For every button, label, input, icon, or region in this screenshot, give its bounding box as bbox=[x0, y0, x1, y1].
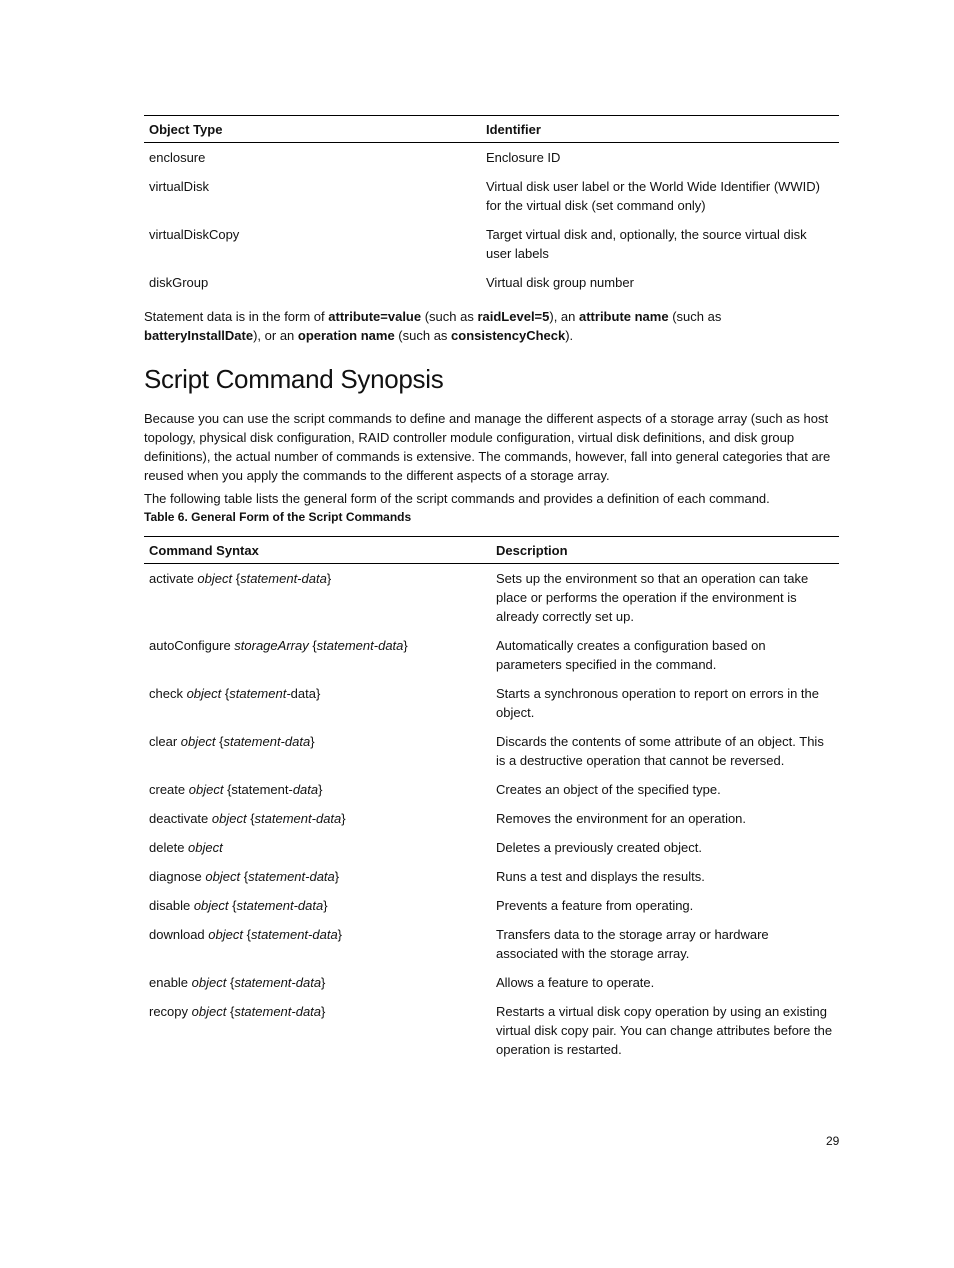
syntax-text: enable bbox=[149, 975, 192, 990]
description-cell: Sets up the environment so that an operation can take place or performs the operation if the environment is already correctly set up. bbox=[496, 571, 809, 624]
syntax-text: } bbox=[321, 1004, 326, 1019]
syntax-placeholder: data bbox=[292, 782, 319, 797]
statement-data-paragraph bbox=[144, 307, 839, 345]
command-syntax-cell bbox=[144, 997, 491, 1064]
description-cell: Allows a feature to operate. bbox=[496, 975, 655, 990]
identifier-cell: Enclosure ID bbox=[486, 150, 561, 165]
command-syntax-cell bbox=[144, 920, 491, 968]
command-syntax-cell bbox=[144, 833, 491, 862]
text-run: Statement data is in the form of bbox=[144, 309, 329, 324]
table-row bbox=[144, 833, 839, 862]
column-header-identifier: Identifier bbox=[481, 116, 839, 143]
syntax-text: { bbox=[240, 869, 249, 884]
syntax-placeholder: object bbox=[193, 898, 229, 913]
object-type-cell: enclosure bbox=[149, 150, 206, 165]
syntax-placeholder: statement-data bbox=[236, 898, 324, 913]
command-syntax-cell bbox=[144, 679, 491, 727]
description-cell: Automatically creates a configuration based on parameters specified in the command. bbox=[496, 638, 766, 672]
description-cell: Discards the contents of some attribute of an object. This is a destructive operation that cannot be reversed. bbox=[496, 734, 824, 768]
syntax-text: } bbox=[334, 869, 340, 884]
syntax-text: } bbox=[318, 782, 323, 797]
syntax-placeholder: statement-data bbox=[234, 1004, 322, 1019]
description-cell: Starts a synchronous operation to report on errors in the object. bbox=[496, 686, 820, 720]
syntax-placeholder: statement-data bbox=[250, 927, 338, 942]
syntax-text: { bbox=[226, 975, 235, 990]
syntax-text: download bbox=[149, 927, 209, 942]
bold-term: consistencyCheck bbox=[451, 328, 566, 343]
syntax-text: delete bbox=[149, 840, 189, 855]
command-syntax-cell bbox=[144, 564, 491, 632]
syntax-placeholder: object bbox=[208, 927, 243, 942]
table-row bbox=[144, 220, 839, 268]
syntax-text: } bbox=[341, 811, 346, 826]
syntax-text: { bbox=[232, 571, 241, 586]
syntax-placeholder: object bbox=[205, 869, 241, 884]
text-run: (such as bbox=[668, 309, 722, 324]
syntax-placeholder: statement-data bbox=[240, 571, 327, 586]
table-row bbox=[144, 679, 839, 727]
syntax-text: { bbox=[221, 686, 230, 701]
command-syntax-cell bbox=[144, 862, 491, 891]
command-syntax-table bbox=[144, 536, 839, 1064]
syntax-text: create bbox=[149, 782, 189, 797]
table-row bbox=[144, 775, 839, 804]
description-cell: Restarts a virtual disk copy operation by using an existing virtual disk copy pair. You can change attributes before the operation is restarted. bbox=[496, 1004, 833, 1057]
description-cell: Transfers data to the storage array or hardware associated with the storage array. bbox=[496, 927, 769, 961]
table-row bbox=[144, 143, 839, 173]
description-cell: Removes the environment for an operation. bbox=[496, 811, 747, 826]
object-type-cell: virtualDisk bbox=[149, 179, 209, 194]
command-syntax-cell bbox=[144, 804, 491, 833]
syntax-text: recopy bbox=[149, 1004, 192, 1019]
syntax-text: { bbox=[246, 811, 255, 826]
table-caption: Table 6. General Form of the Script Commands bbox=[144, 510, 412, 524]
syntax-text: activate bbox=[149, 571, 198, 586]
syntax-text: } bbox=[323, 898, 328, 913]
page-content bbox=[144, 115, 839, 1064]
command-syntax-cell bbox=[144, 968, 491, 997]
syntax-text: data} bbox=[290, 686, 321, 701]
command-syntax-cell bbox=[144, 631, 491, 679]
identifier-cell: Virtual disk group number bbox=[486, 275, 634, 290]
table-row bbox=[144, 631, 839, 679]
syntax-placeholder: statement-data bbox=[234, 975, 322, 990]
section-heading: Script Command Synopsis bbox=[144, 364, 444, 394]
command-table-body bbox=[144, 564, 839, 1065]
text-run: ), or an bbox=[253, 328, 298, 343]
syntax-placeholder: object bbox=[188, 782, 224, 797]
command-syntax-cell bbox=[144, 891, 491, 920]
table-row bbox=[144, 172, 839, 220]
syntax-text: disable bbox=[149, 898, 194, 913]
syntax-text: { bbox=[228, 898, 237, 913]
column-header-command-syntax: Command Syntax bbox=[144, 537, 491, 564]
intro-paragraph: Because you can use the script commands to define and manage the different aspects of a storage array (such as host topology, physical disk configuration, RAID controller module configuration, virtual disk definitions, and disk group definitions), the actual number of commands is extensive. The commands, however, fall into general categories that are reused when you apply the commands to the different aspects of a storage array. bbox=[144, 411, 831, 483]
text-run: (such as bbox=[421, 309, 478, 324]
object-type-cell: virtualDiskCopy bbox=[149, 227, 240, 242]
syntax-text: } bbox=[337, 927, 343, 942]
syntax-text: } bbox=[326, 571, 332, 586]
bold-term: attribute=value bbox=[328, 309, 422, 324]
object-type-table bbox=[144, 115, 839, 297]
syntax-text: { bbox=[242, 927, 251, 942]
command-syntax-cell bbox=[144, 775, 491, 804]
syntax-text: { bbox=[308, 638, 317, 653]
command-syntax-cell bbox=[144, 727, 491, 775]
syntax-placeholder: object bbox=[197, 571, 233, 586]
identifier-cell: Virtual disk user label or the World Wide Identifier (WWID) for the virtual disk (set command only) bbox=[486, 179, 821, 213]
table-row bbox=[144, 268, 839, 297]
description-cell: Prevents a feature from operating. bbox=[496, 898, 694, 913]
table-row bbox=[144, 804, 839, 833]
syntax-text: } bbox=[403, 638, 408, 653]
table-row bbox=[144, 997, 839, 1064]
column-header-description: Description bbox=[491, 537, 839, 564]
description-cell: Deletes a previously created object. bbox=[496, 840, 702, 855]
syntax-text: { bbox=[226, 1004, 235, 1019]
table-row bbox=[144, 564, 839, 632]
syntax-text: autoConfigure bbox=[149, 638, 235, 653]
description-cell: Runs a test and displays the results. bbox=[496, 869, 705, 884]
syntax-text: { bbox=[215, 734, 224, 749]
text-run: ). bbox=[565, 328, 574, 343]
syntax-placeholder: statement- bbox=[229, 686, 291, 701]
text-run: ), an bbox=[549, 309, 579, 324]
syntax-placeholder: storageArray bbox=[234, 638, 309, 653]
table-row bbox=[144, 727, 839, 775]
table-header-row bbox=[144, 116, 839, 143]
table-row bbox=[144, 891, 839, 920]
description-cell: Creates an object of the specified type. bbox=[496, 782, 721, 797]
syntax-placeholder: object bbox=[191, 975, 227, 990]
syntax-text: deactivate bbox=[149, 811, 212, 826]
object-type-cell: diskGroup bbox=[149, 275, 209, 290]
follow-paragraph: The following table lists the general form of the script commands and provides a definition of each command. bbox=[144, 491, 770, 506]
syntax-text: {statement- bbox=[223, 782, 293, 797]
syntax-placeholder: statement-data bbox=[254, 811, 342, 826]
syntax-text: clear bbox=[149, 734, 181, 749]
syntax-placeholder: object bbox=[186, 686, 222, 701]
table-row bbox=[144, 968, 839, 997]
syntax-text: } bbox=[310, 734, 315, 749]
table-row bbox=[144, 920, 839, 968]
syntax-placeholder: statement-data bbox=[223, 734, 311, 749]
table-row bbox=[144, 862, 839, 891]
syntax-text: } bbox=[321, 975, 326, 990]
bold-term: raidLevel=5 bbox=[477, 309, 550, 324]
syntax-text: check bbox=[149, 686, 187, 701]
syntax-placeholder: object bbox=[180, 734, 216, 749]
text-run: (such as bbox=[394, 328, 452, 343]
syntax-text: diagnose bbox=[149, 869, 206, 884]
syntax-placeholder: object bbox=[211, 811, 247, 826]
bold-term: operation name bbox=[297, 328, 395, 343]
syntax-placeholder: object bbox=[188, 840, 223, 855]
syntax-placeholder: statement-data bbox=[248, 869, 335, 884]
bold-term: batteryInstallDate bbox=[144, 328, 254, 343]
page-number: 29 bbox=[826, 1134, 840, 1148]
syntax-placeholder: statement-data bbox=[316, 638, 404, 653]
identifier-cell: Target virtual disk and, optionally, the source virtual disk user labels bbox=[486, 227, 807, 261]
table-header-row bbox=[144, 537, 839, 564]
syntax-placeholder: object bbox=[191, 1004, 227, 1019]
bold-term: attribute name bbox=[579, 309, 669, 324]
column-header-object-type: Object Type bbox=[144, 116, 481, 143]
